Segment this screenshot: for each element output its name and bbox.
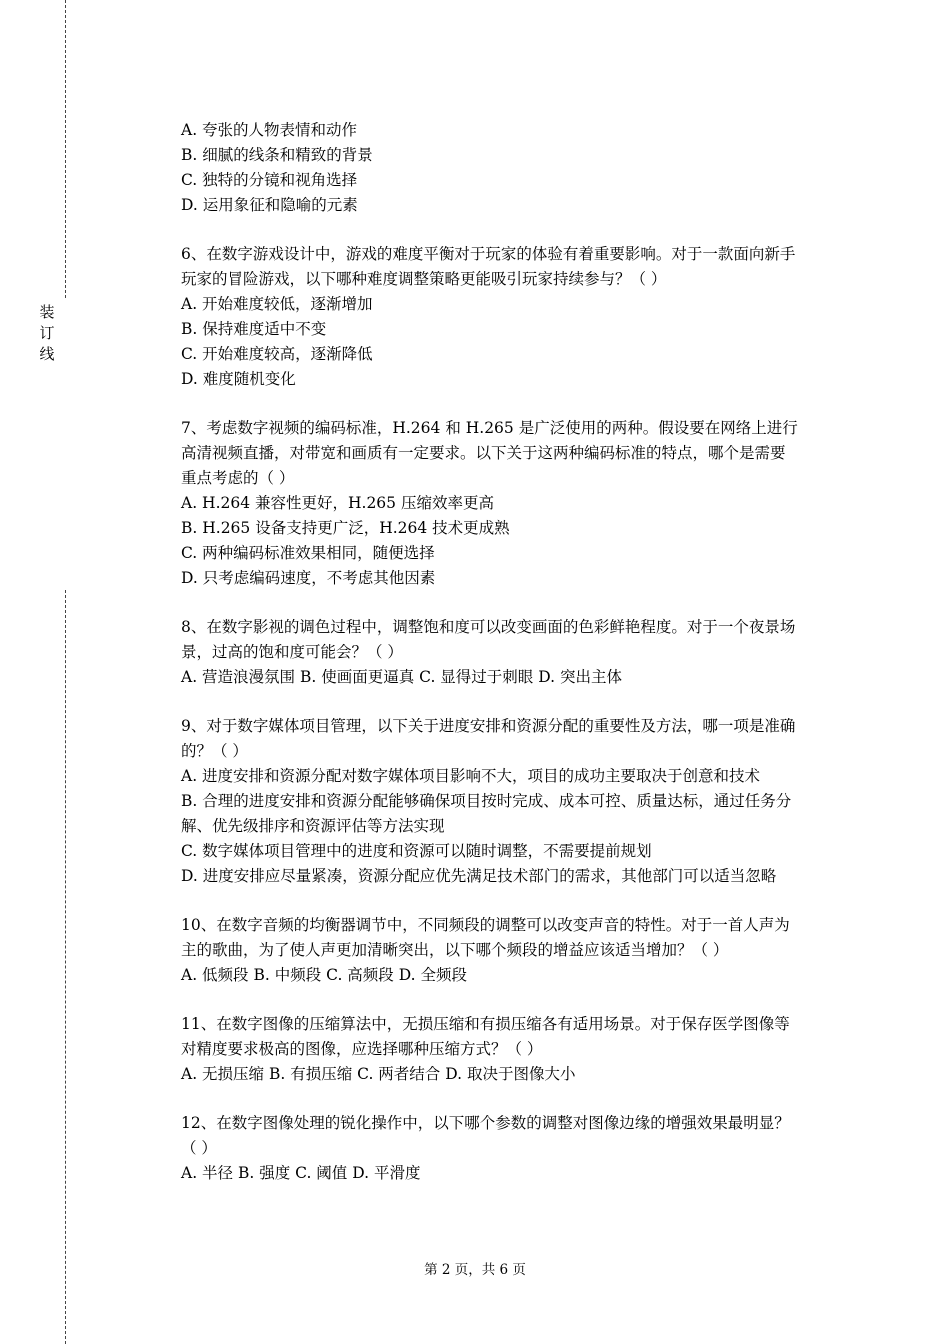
question-5 bbox=[181, 118, 843, 218]
question-text: 重点考虑的（ ） bbox=[181, 469, 295, 487]
option: B. 细腻的线条和精致的背景 bbox=[181, 146, 373, 164]
option: A. 开始难度较低，逐渐增加 bbox=[181, 295, 373, 313]
option: B. H.265 设备支持更广泛，H.264 技术更成熟 bbox=[181, 519, 510, 537]
option: D. 难度随机变化 bbox=[181, 370, 296, 388]
question-6 bbox=[181, 242, 843, 392]
option: B. 合理的进度安排和资源分配能够确保项目按时完成、成本可控、质量达标，通过任务分 bbox=[181, 792, 792, 810]
option: C. 独特的分镜和视角选择 bbox=[181, 171, 358, 189]
option: A. 半径 B. 强度 C. 阈值 D. 平滑度 bbox=[181, 1164, 421, 1182]
option: D. 进度安排应尽量紧凑，资源分配应优先满足技术部门的需求，其他部门可以适当忽略 bbox=[181, 867, 777, 885]
option: C. 两种编码标准效果相同，随便选择 bbox=[181, 544, 435, 562]
question-9 bbox=[181, 714, 843, 889]
binding-char: 装 bbox=[39, 303, 55, 321]
question-text: 12、在数字图像处理的锐化操作中，以下哪个参数的调整对图像边缘的增强效果最明显？ bbox=[181, 1114, 790, 1132]
question-text: 7、考虑数字视频的编码标准，H.264 和 H.265 是广泛使用的两种。假设要在网络上进行 bbox=[181, 419, 798, 437]
question-text: 10、在数字音频的均衡器调节中，不同频段的调整可以改变声音的特性。对于一首人声为 bbox=[181, 916, 790, 934]
question-text: 景，过高的饱和度可能会？（ ） bbox=[181, 643, 403, 661]
option: A. 进度安排和资源分配对数字媒体项目影响不大，项目的成功主要取决于创意和技术 bbox=[181, 767, 761, 785]
question-12 bbox=[181, 1111, 843, 1186]
question-text: 对精度要求极高的图像，应选择哪种压缩方式？（ ） bbox=[181, 1040, 543, 1058]
binding-char: 线 bbox=[39, 345, 55, 363]
option: A. H.264 兼容性更好，H.265 压缩效率更高 bbox=[181, 494, 494, 512]
question-text: 8、在数字影视的调色过程中，调整饱和度可以改变画面的色彩鲜艳程度。对于一个夜景场 bbox=[181, 618, 796, 636]
binding-line-top bbox=[65, 0, 66, 298]
option: D. 只考虑编码速度，不考虑其他因素 bbox=[181, 569, 436, 587]
question-text: 高清视频直播，对带宽和画质有一定要求。以下关于这两种编码标准的特点，哪个是需要 bbox=[181, 444, 786, 462]
option: A. 低频段 B. 中频段 C. 高频段 D. 全频段 bbox=[181, 966, 467, 984]
question-10 bbox=[181, 913, 843, 988]
option: C. 开始难度较高，逐渐降低 bbox=[181, 345, 373, 363]
option: 解、优先级排序和资源评估等方法实现 bbox=[181, 817, 445, 835]
question-text: 11、在数字图像的压缩算法中，无损压缩和有损压缩各有适用场景。对于保存医学图像等 bbox=[181, 1015, 790, 1033]
binding-label bbox=[36, 302, 58, 365]
binding-char: 订 bbox=[39, 324, 55, 342]
option: B. 保持难度适中不变 bbox=[181, 320, 327, 338]
question-8 bbox=[181, 615, 843, 690]
question-text: 主的歌曲，为了使人声更加清晰突出，以下哪个频段的增益应该适当增加？（ ） bbox=[181, 941, 729, 959]
option: A. 夸张的人物表情和动作 bbox=[181, 121, 358, 139]
option: A. 无损压缩 B. 有损压缩 C. 两者结合 D. 取决于图像大小 bbox=[181, 1065, 576, 1083]
page-number: 第 2 页，共 6 页 bbox=[424, 1262, 526, 1278]
option: D. 运用象征和隐喻的元素 bbox=[181, 196, 358, 214]
question-text: 玩家的冒险游戏，以下哪种难度调整策略更能吸引玩家持续参与？（ ） bbox=[181, 270, 667, 288]
question-11 bbox=[181, 1012, 843, 1087]
question-text: 6、在数字游戏设计中，游戏的难度平衡对于玩家的体验有着重要影响。对于一款面向新手 bbox=[181, 245, 796, 263]
option: C. 数字媒体项目管理中的进度和资源可以随时调整，不需要提前规划 bbox=[181, 842, 652, 860]
option: A. 营造浪漫氛围 B. 使画面更逼真 C. 显得过于刺眼 D. 突出主体 bbox=[181, 668, 622, 686]
binding-line-bottom bbox=[65, 590, 66, 1344]
question-7 bbox=[181, 416, 843, 591]
question-text: 9、对于数字媒体项目管理，以下关于进度安排和资源分配的重要性及方法，哪一项是准确 bbox=[181, 717, 796, 735]
question-text: （ ） bbox=[181, 1139, 217, 1157]
question-list bbox=[181, 118, 843, 1186]
question-text: 的？（ ） bbox=[181, 742, 248, 760]
